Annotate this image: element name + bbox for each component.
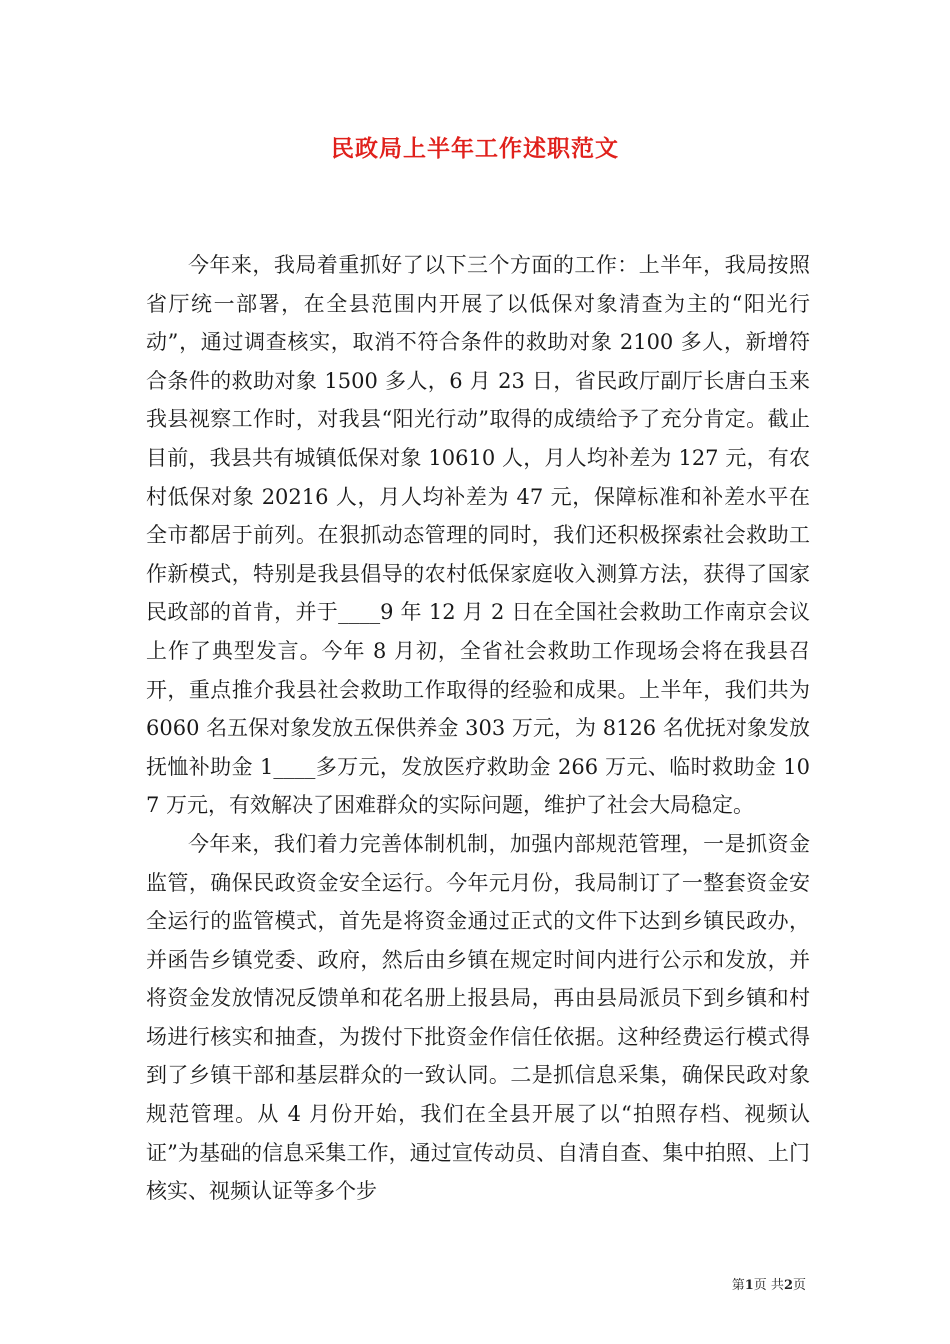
footer-suffix: 页 xyxy=(792,1278,806,1293)
footer-middle: 页 共 xyxy=(753,1278,784,1293)
document-body xyxy=(146,246,810,1211)
paragraph-2: 今年来，我们着力完善体制机制，加强内部规范管理，一是抓资金监管，确保民政资金安全运行。今年元月份，我局制订了一整套资金安全运行的监管模式，首先是将资金通过正式的文件下达到乡镇民政办，并函告乡镇党委、政府，然后由乡镇在规定时间内进行公示和发放，并将资金发放情况反馈单和花名册上报县局，再由县局派员下到乡镇和村场进行核实和抽查，为拨付下批资金作信任依据。这种经费运行模式得到了乡镇干部和基层群众的一致认同。二是抓信息采集，确保民政对象规范管理。从 4 月份开始，我们在全县开展了以“拍照存档、视频认证”为基础的信息采集工作，通过宣传动员、自清自查、集中拍照、上门核实、视频认证等多个步 xyxy=(146,831,810,1204)
page-footer xyxy=(732,1274,806,1293)
total-pages-number: 2 xyxy=(783,1278,793,1293)
footer-prefix: 第 xyxy=(731,1278,745,1293)
current-page-number: 1 xyxy=(744,1278,754,1293)
paragraph-1: 今年来，我局着重抓好了以下三个方面的工作：上半年，我局按照省厅统一部署，在全县范围内开展了以低保对象清查为主的“阳光行动”，通过调查核实，取消不符合条件的救助对象 2100 多人，新增符合条件的救助对象 1500 多人，6 月 23 日，省民政厅副厅长唐白玉来我县视察工作时，对我县“阳光行动”取得的成绩给予了充分肯定。截止目前，我县共有城镇低保对象 10610 人，月人均补差为 127 元，有农村低保对象 20216 人，月人均补差为 47 元，保障标准和补差水平在全市都居于前列。在狠抓动态管理的同时，我们还积极探索社会救助工作新模式，特别是我县倡导的农村低保家庭收入测算方法，获得了国家民政部的首肯，并于____9 年 12 月 2 日在全国社会救助工作南京会议上作了典型发言。今年 8 月初，全省社会救助工作现场会将在我县召开，重点推介我县社会救助工作取得的经验和成果。上半年，我们共为 6060 名五保对象发放五保供养金 303 万元，为 8126 名优抚对象发放抚恤补助金 1____多万元，发放医疗救助金 266 万元、临时救助金 107 万元，有效解决了困难群众的实际问题，维护了社会大局稳定。 xyxy=(146,253,810,818)
document-title: 民政局上半年工作述职范文 xyxy=(331,136,619,162)
